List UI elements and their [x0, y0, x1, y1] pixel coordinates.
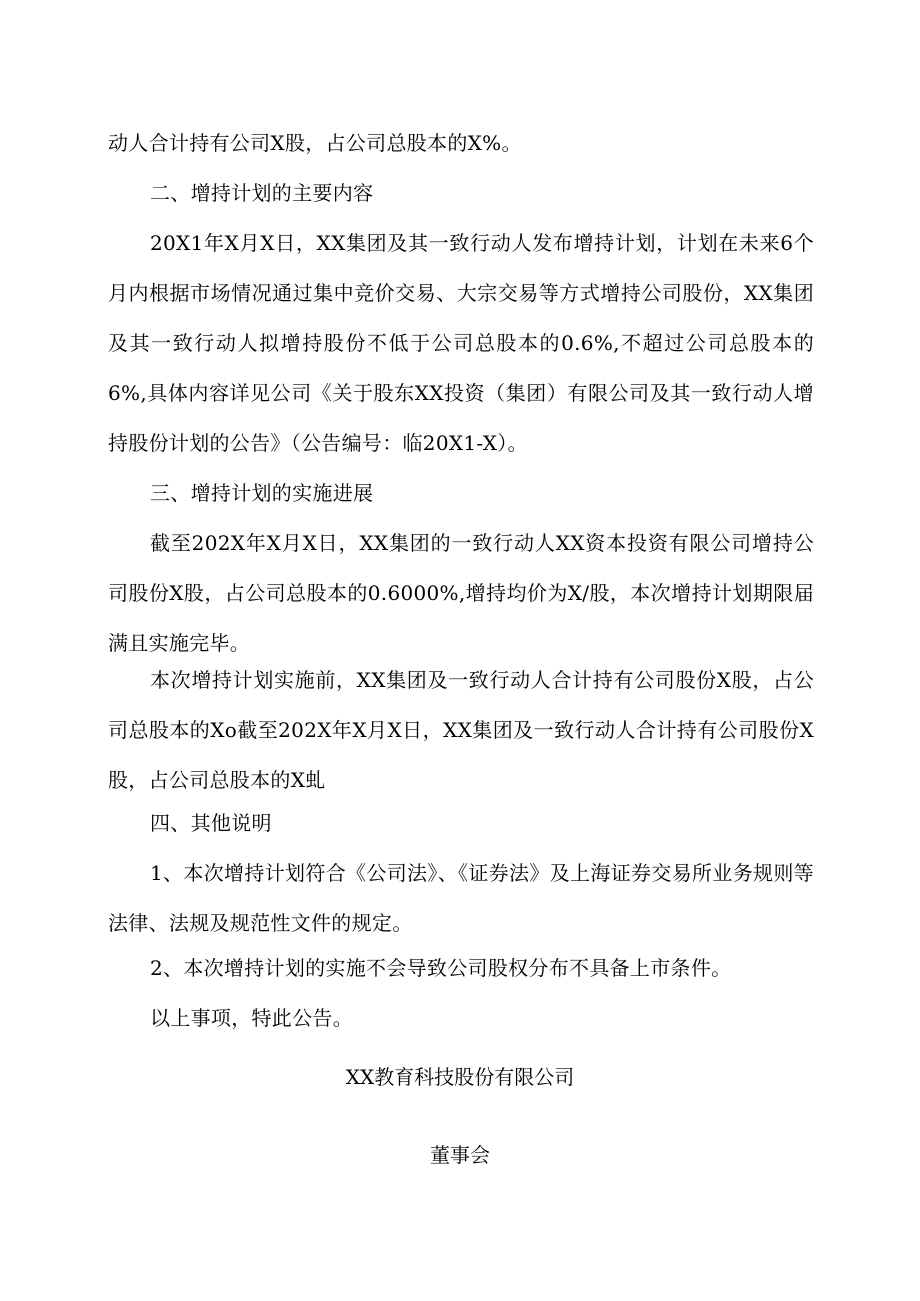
paragraph-note-1: 1、本次增持计划符合《公司法》、《证券法》及上海证券交易所业务规则等法律、法规及规范性文件的规定。 — [108, 861, 814, 935]
section-heading-3: 三、增持计划的实施进展 — [150, 481, 374, 505]
paragraph-plan-content: 20X1年X月X日，XX集团及其一致行动人发布增持计划，计划在未来6个月内根据市场情况通过集中竞价交易、大宗交易等方式增持公司股份，XX集团及其一致行动人拟增持股份不低于公司总股本的0.6%,不超过公司总股本的6%,具体内容详见公司《关于股东XX投资（集团）有限公司及其一致行动人增持股份计划的公告》（公告编号：临20X1-X）。 — [108, 231, 814, 455]
paragraph-closing: 以上事项，特此公告。 — [150, 1006, 353, 1030]
paragraph-continuation: 动人合计持有公司X股，占公司总股本的X%。 — [108, 131, 522, 155]
section-heading-4: 四、其他说明 — [150, 811, 272, 835]
company-name: XX教育科技股份有限公司 — [345, 1065, 575, 1089]
paragraph-progress: 截至202X年X月X日，XX集团的一致行动人XX资本投资有限公司增持公司股份X股，占公司总股本的0.6000%,增持均价为X/股，本次增持计划期限届满且实施完毕。 — [108, 531, 814, 655]
paragraph-note-2: 2、本次增持计划的实施不会导致公司股权分布不具备上市条件。 — [150, 956, 732, 980]
board-signature: 董事会 — [430, 1143, 490, 1167]
section-heading-2: 二、增持计划的主要内容 — [150, 181, 374, 205]
paragraph-holdings: 本次增持计划实施前，XX集团及一致行动人合计持有公司股份X股，占公司总股本的Xo截至202X年X月X日，XX集团及一致行动人合计持有公司股份X股，占公司总股本的X虬 — [108, 668, 814, 792]
